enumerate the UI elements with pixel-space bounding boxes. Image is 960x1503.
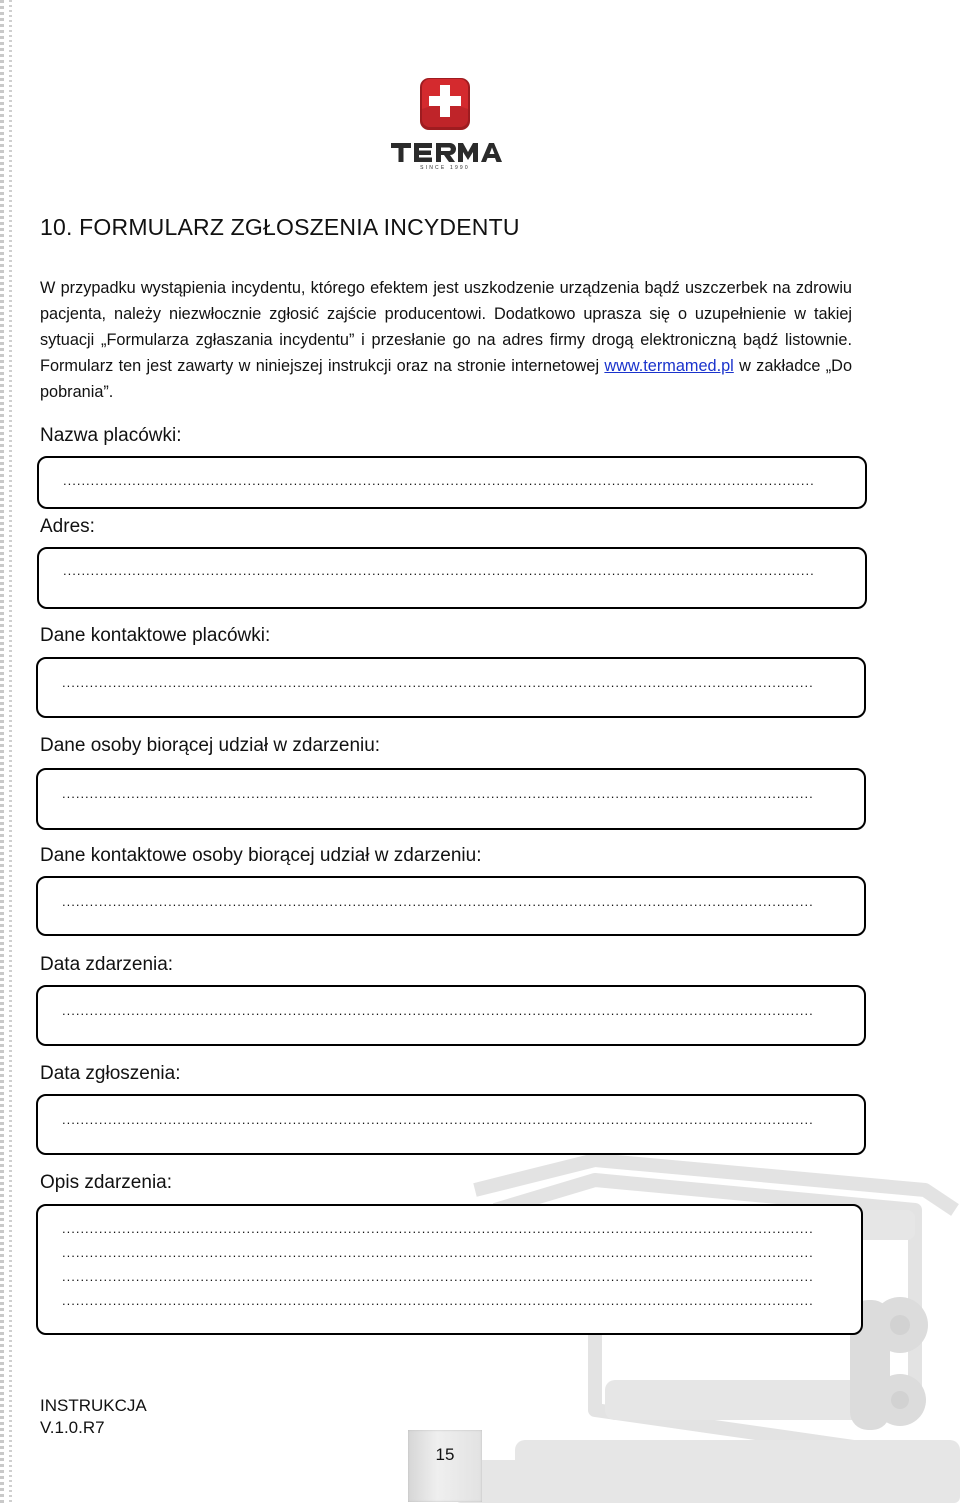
dotted-line: ...................................................................................................................................................................	[62, 1246, 814, 1260]
field-person-contact[interactable]	[36, 876, 866, 936]
label-person-contact: Dane kontaktowe osoby biorącej udział w zdarzeniu:	[40, 845, 482, 866]
label-incident-date: Data zdarzenia:	[40, 954, 174, 975]
website-link[interactable]: www.termamed.pl	[604, 357, 734, 375]
dotted-line: ...................................................................................................................................................................	[63, 474, 815, 488]
footer-doc-version: V.1.0.R7	[40, 1418, 105, 1437]
intro-text-end: w zakładce „Do pobrania”.	[40, 357, 852, 401]
intro-text: W przypadku wystąpienia incydentu, którego efektem jest uszkodzenie urządzenia bądź uszczerbek na zdrowiu pacjenta, należy niezwłocznie zgłosić zajście producentowi. Dodatkowo uprasza się o uzupełnienie w takiej sytuacji „Formularza zgłaszania incydentu” i przesłanie go na adres firmy drogą elektroniczną bądź listownie. Formularz ten jest zawarty w niniejszej instrukcji oraz na stronie internetowej	[40, 279, 852, 375]
binding-edge	[0, 0, 16, 1503]
field-person-data[interactable]	[36, 768, 866, 830]
logo-tagline: SINCE 1990	[420, 165, 470, 170]
intro-paragraph	[40, 275, 852, 405]
footer-doc-info	[40, 1395, 147, 1439]
field-description[interactable]	[36, 1204, 863, 1335]
page-number-box	[408, 1430, 482, 1502]
terma-logo	[388, 76, 502, 170]
dotted-line: ...................................................................................................................................................................	[63, 564, 815, 578]
field-incident-date[interactable]	[36, 985, 866, 1046]
dotted-line: ...................................................................................................................................................................	[62, 1004, 814, 1018]
page-number: 15	[435, 1445, 455, 1464]
dotted-line: ...................................................................................................................................................................	[62, 1113, 814, 1127]
dotted-line: ...................................................................................................................................................................	[62, 1270, 814, 1284]
dotted-line: ...................................................................................................................................................................	[62, 676, 814, 690]
footer-doc-title: INSTRUKCJA	[40, 1396, 147, 1415]
label-person-data: Dane osoby biorącej udział w zdarzeniu:	[40, 735, 381, 756]
label-report-date: Data zgłoszenia:	[40, 1063, 181, 1084]
field-address[interactable]	[37, 547, 867, 609]
dotted-line: ...................................................................................................................................................................	[62, 787, 814, 801]
binding-edge-inner	[9, 0, 12, 1503]
label-description: Opis zdarzenia:	[40, 1172, 173, 1193]
label-address: Adres:	[40, 516, 95, 537]
section-title: 10. FORMULARZ ZGŁOSZENIA INCYDENTU	[40, 214, 520, 240]
label-facility-name: Nazwa placówki:	[40, 425, 182, 446]
field-facility-contact[interactable]	[36, 657, 866, 718]
dotted-line: ...................................................................................................................................................................	[62, 1222, 814, 1236]
dotted-line: ...................................................................................................................................................................	[62, 895, 814, 909]
dotted-line: ...................................................................................................................................................................	[62, 1294, 814, 1308]
field-facility-name[interactable]	[37, 456, 867, 509]
label-facility-contact: Dane kontaktowe placówki:	[40, 625, 271, 646]
field-report-date[interactable]	[36, 1094, 866, 1155]
